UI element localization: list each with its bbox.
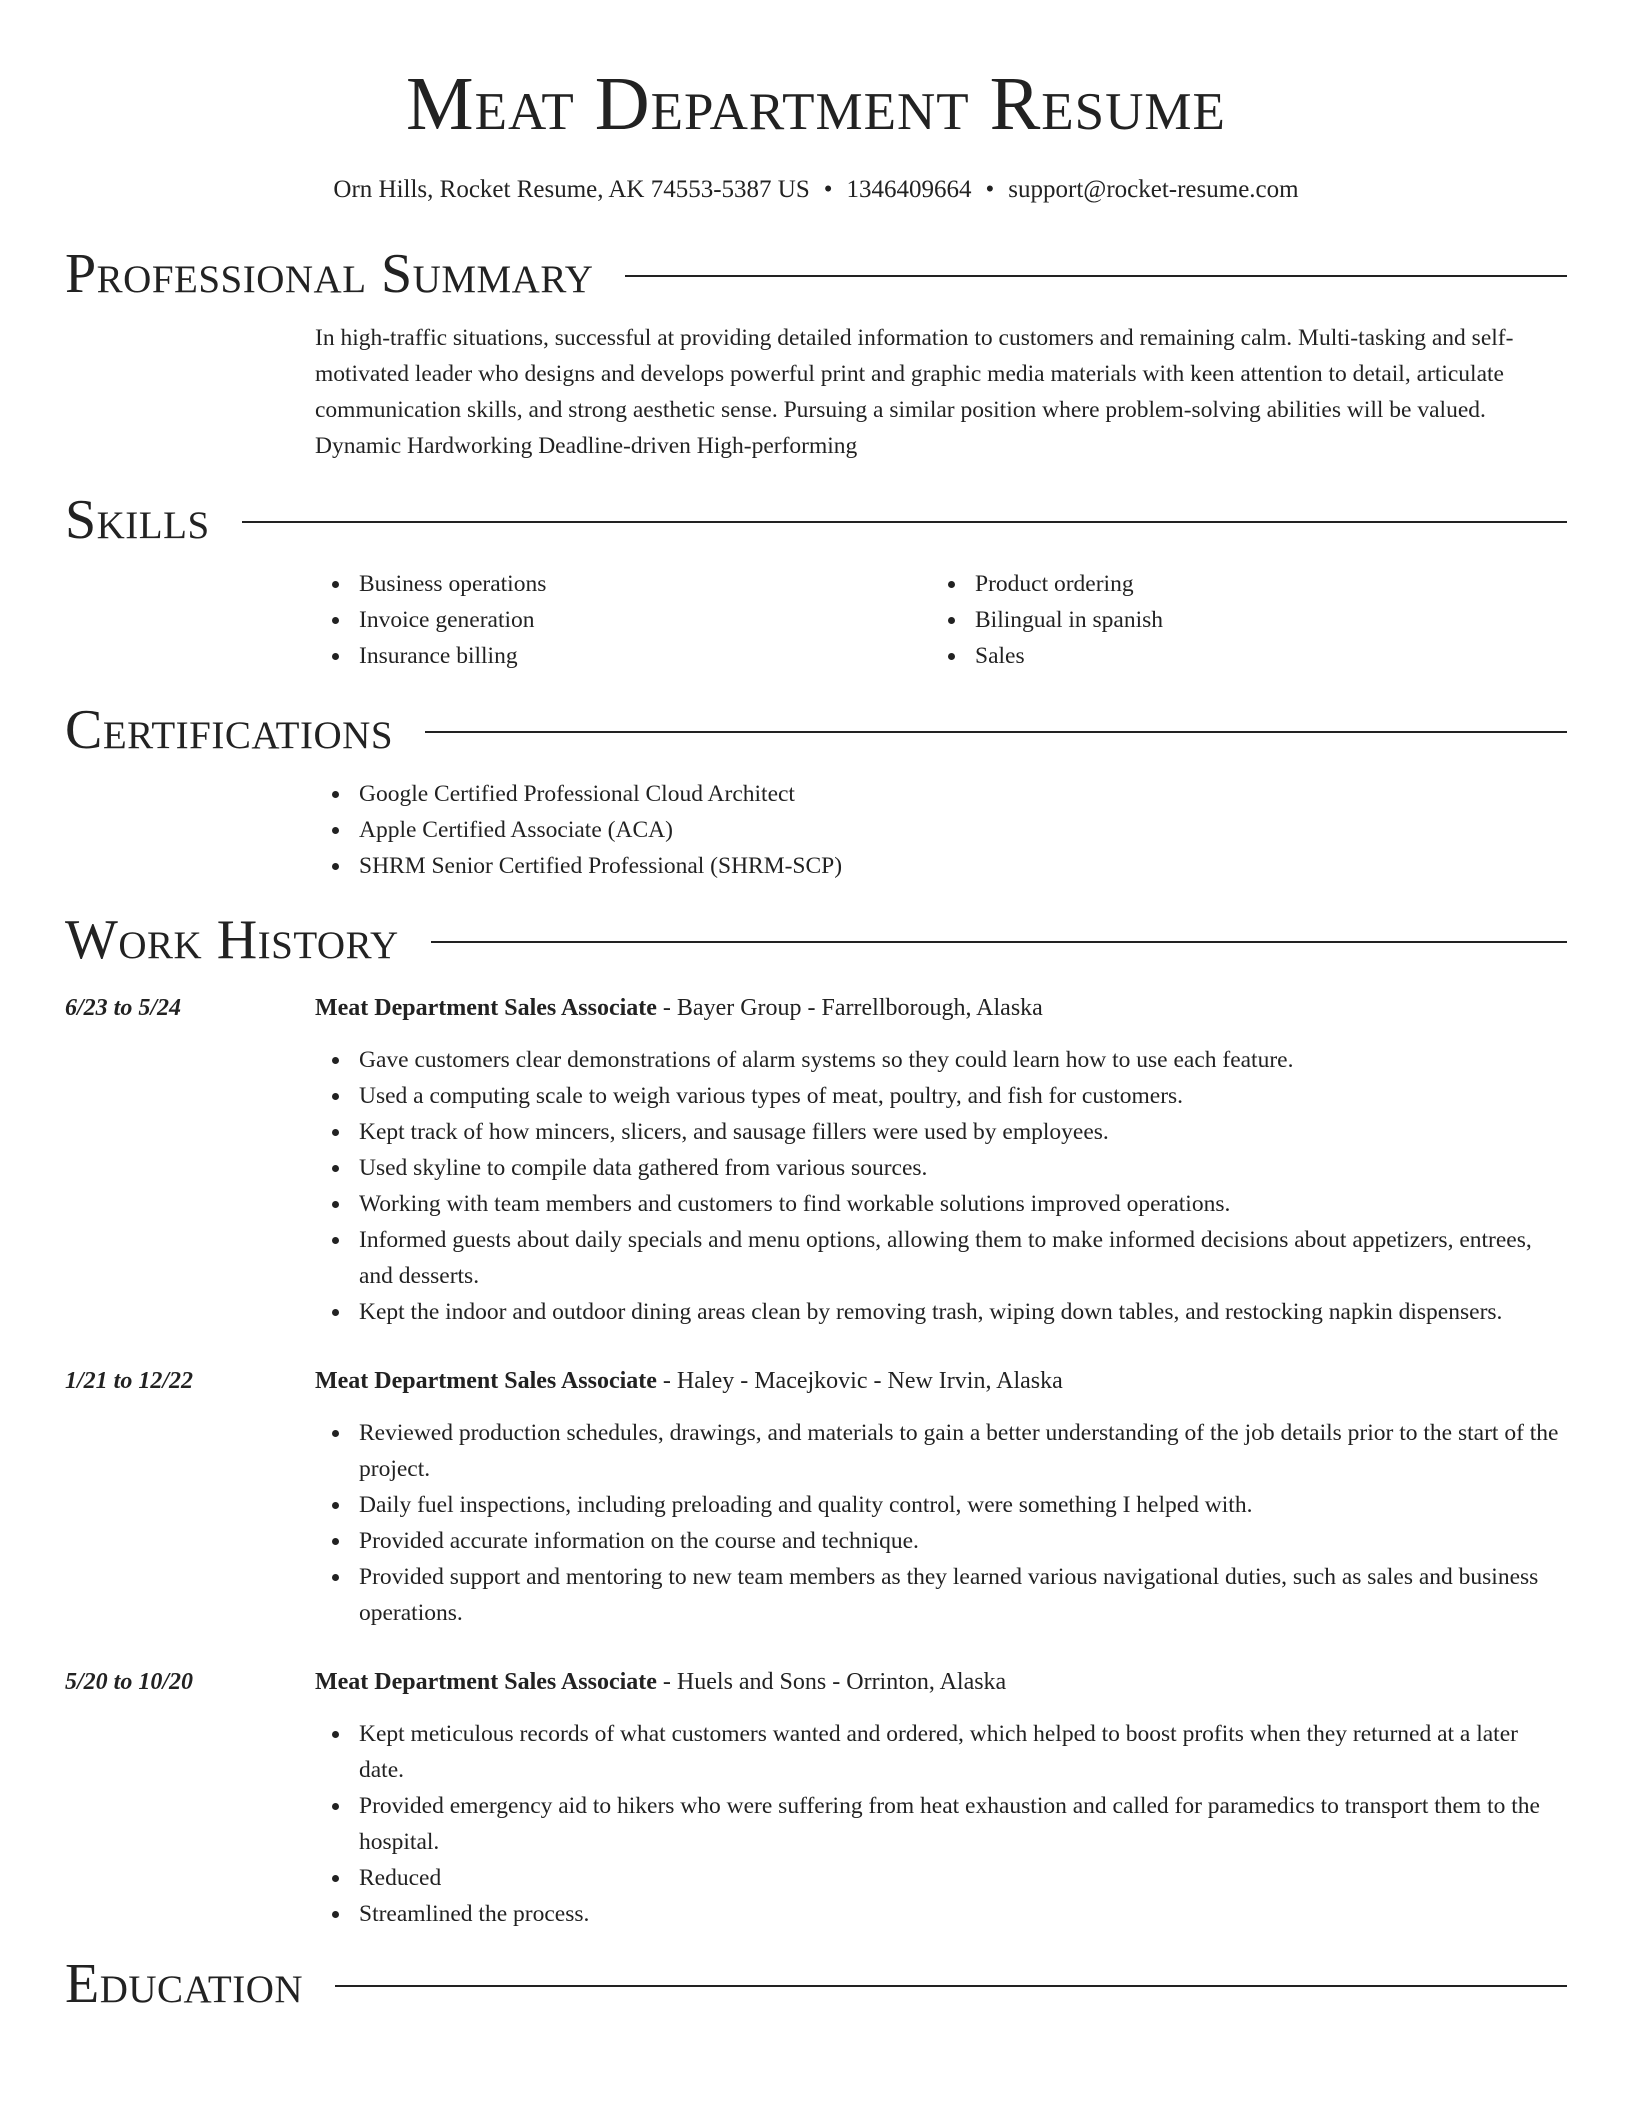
job-bullet: Kept track of how mincers, slicers, and sausage fillers were used by employees. (315, 1114, 1567, 1150)
summary-header (65, 244, 1567, 304)
work-history-header (65, 910, 1567, 970)
contact-separator: • (823, 176, 833, 203)
skills-title: Skills (65, 489, 210, 551)
skill-item: Bilingual in spanish (931, 602, 1547, 638)
job-dates: 5/20 to 10/20 (65, 1669, 194, 1695)
job-bullets (315, 1042, 1567, 1330)
job-entry (65, 1664, 1567, 1932)
skills-grid (315, 566, 1567, 674)
job-company: - Haley - Macejkovic - New Irvin, Alaska (656, 1368, 1063, 1394)
education-header (65, 1954, 1567, 2014)
summary-text: In high-traffic situations, successful at providing detailed information to customers and remaining calm. Multi-tasking and self-motivated leader who designs and develops powerful print and graphic media materials with keen attention to detail, articulate communication skills, and strong aesthetic sense. Pursuing a similar position where problem-solving abilities will be valued. Dynamic Hardworking Deadline-driven High-performing (315, 325, 1514, 459)
summary-section (65, 244, 1567, 464)
skill-item: Insurance billing (315, 638, 931, 674)
job-heading (315, 1363, 1567, 1399)
certifications-title: Certifications (65, 699, 394, 761)
skill-item: Product ordering (931, 566, 1547, 602)
contact-email: support@rocket-resume.com (1008, 176, 1299, 203)
skills-header (65, 490, 1567, 550)
job-title: Meat Department Sales Associate (315, 1669, 657, 1695)
job-bullets (315, 1716, 1567, 1932)
skills-list-right (931, 566, 1547, 674)
job-details (315, 1664, 1567, 1932)
skill-item: Sales (931, 638, 1547, 674)
job-bullet: Reviewed production schedules, drawings, and materials to gain a better understanding of the job details prior to the start of the project. (315, 1415, 1567, 1487)
section-divider (335, 1985, 1567, 1987)
job-bullet: Used a computing scale to weigh various types of meat, poultry, and fish for customers. (315, 1078, 1567, 1114)
job-dates: 6/23 to 5/24 (65, 995, 182, 1021)
section-divider (625, 275, 1567, 277)
certification-item: Google Certified Professional Cloud Architect (315, 776, 1567, 812)
certifications-header (65, 700, 1567, 760)
resume-name: Meat Department Resume (406, 62, 1226, 146)
work-history-section (65, 910, 1567, 1932)
job-bullet: Reduced (315, 1860, 1567, 1896)
education-section (65, 1954, 1567, 2014)
skill-item: Invoice generation (315, 602, 931, 638)
job-heading (315, 1664, 1567, 1700)
job-bullet: Gave customers clear demonstrations of alarm systems so they could learn how to use each feature. (315, 1042, 1567, 1078)
job-bullet: Used skyline to compile data gathered from various sources. (315, 1150, 1567, 1186)
job-entry (65, 990, 1567, 1330)
contact-line (65, 174, 1567, 206)
section-divider (431, 941, 1567, 943)
job-bullet: Provided emergency aid to hikers who were suffering from heat exhaustion and called for paramedics to transport them to the hospital. (315, 1788, 1567, 1860)
job-dates: 1/21 to 12/22 (65, 1368, 194, 1394)
job-entry (65, 1363, 1567, 1631)
job-heading (315, 990, 1567, 1026)
summary-title: Professional Summary (65, 243, 594, 305)
job-bullet: Streamlined the process. (315, 1896, 1567, 1932)
job-details (315, 1363, 1567, 1631)
job-company: - Huels and Sons - Orrinton, Alaska (656, 1669, 1007, 1695)
job-bullet: Kept meticulous records of what customers wanted and ordered, which helped to boost profits when they returned at a later date. (315, 1716, 1567, 1788)
job-bullet: Provided support and mentoring to new team members as they learned various navigational duties, such as sales and business operations. (315, 1559, 1567, 1631)
job-bullet: Daily fuel inspections, including preloading and quality control, were something I helped with. (315, 1487, 1567, 1523)
skills-list-left (315, 566, 931, 674)
work-history-title: Work History (65, 909, 399, 971)
job-details (315, 990, 1567, 1330)
contact-address: Orn Hills, Rocket Resume, AK 74553-5387 US (333, 176, 810, 203)
section-divider (242, 521, 1567, 523)
certification-item: Apple Certified Associate (ACA) (315, 812, 1567, 848)
job-company: - Bayer Group - Farrellborough, Alaska (656, 995, 1043, 1021)
job-bullets (315, 1415, 1567, 1631)
certifications-list (315, 776, 1567, 884)
job-bullet: Kept the indoor and outdoor dining areas clean by removing trash, wiping down tables, and restocking napkin dispensers. (315, 1294, 1567, 1330)
skills-section (65, 490, 1567, 674)
certification-item: SHRM Senior Certified Professional (SHRM-SCP) (315, 848, 1567, 884)
skill-item: Business operations (315, 566, 931, 602)
section-divider (425, 731, 1567, 733)
job-title: Meat Department Sales Associate (315, 1368, 657, 1394)
job-bullet: Provided accurate information on the course and technique. (315, 1523, 1567, 1559)
job-title: Meat Department Sales Associate (315, 995, 657, 1021)
contact-separator: • (985, 176, 995, 203)
job-bullet: Informed guests about daily specials and menu options, allowing them to make informed decisions about appetizers, entrees, and desserts. (315, 1222, 1567, 1294)
job-bullet: Working with team members and customers to find workable solutions improved operations. (315, 1186, 1567, 1222)
education-title: Education (65, 1953, 304, 2015)
contact-phone: 1346409664 (846, 176, 972, 203)
certifications-section (65, 700, 1567, 884)
